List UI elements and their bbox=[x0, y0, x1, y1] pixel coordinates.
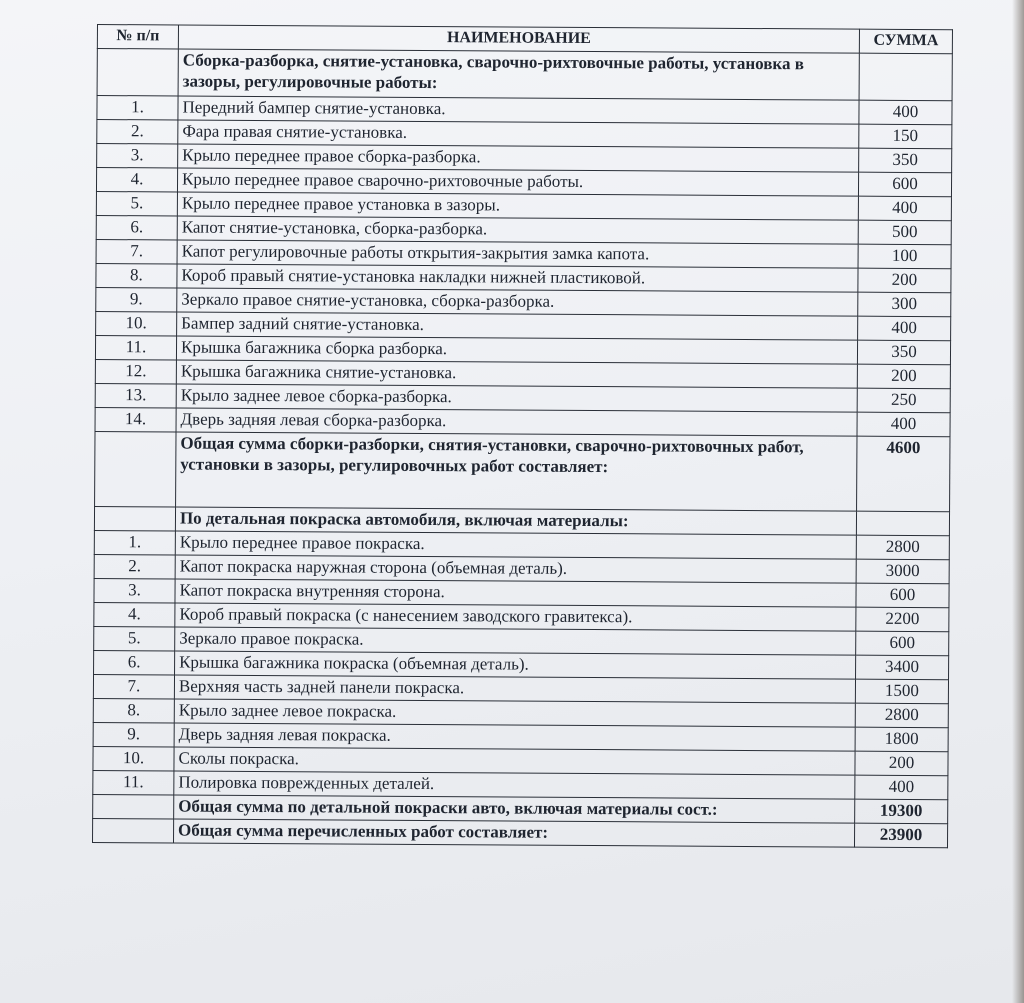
row-sum: 200 bbox=[855, 751, 948, 776]
row-sum: 3400 bbox=[856, 655, 949, 680]
section1-total-value: 4600 bbox=[857, 436, 950, 512]
row-num: 13. bbox=[95, 383, 176, 407]
row-name: Крыло переднее правое сварочно-рихтовочные работы. bbox=[177, 168, 858, 196]
row-num: 3. bbox=[94, 578, 175, 602]
paper-edge-shadow bbox=[1012, 0, 1024, 1003]
row-num: 11. bbox=[93, 770, 174, 794]
row-name: Сколы покраска. bbox=[174, 747, 855, 775]
row-sum: 600 bbox=[856, 583, 949, 608]
row-name: Зеркало правое снятие-установка, сборка-разборка. bbox=[177, 288, 858, 316]
row-num: 1. bbox=[94, 530, 175, 554]
row-sum: 250 bbox=[857, 388, 950, 413]
row-name: Крышка багажника сборка разборка. bbox=[176, 336, 857, 364]
row-sum: 2800 bbox=[855, 703, 948, 728]
grand-total-value: 23900 bbox=[854, 823, 947, 848]
header-num: № п/п bbox=[97, 25, 178, 49]
row-name: Капот покраска внутренняя сторона. bbox=[175, 579, 856, 607]
row-sum: 400 bbox=[858, 316, 951, 341]
header-name: НАИМЕНОВАНИЕ bbox=[178, 25, 859, 53]
row-name: Капот снятие-установка, сборка-разборка. bbox=[177, 216, 858, 244]
row-sum: 400 bbox=[857, 412, 950, 437]
section2-total-label: Общая сумма по детальной покраски авто, включая материалы сост.: bbox=[174, 795, 855, 823]
row-name: Капот регулировочные работы открытия-закрытия замка капота. bbox=[177, 240, 858, 268]
row-sum: 500 bbox=[858, 220, 951, 245]
section2-total-value: 19300 bbox=[855, 799, 948, 824]
row-name: Полировка поврежденных деталей. bbox=[174, 771, 855, 799]
row-num: 10. bbox=[93, 746, 174, 770]
row-name: Капот покраска наружная сторона (объемная деталь). bbox=[175, 555, 856, 583]
row-name: Дверь задняя левая сборка-разборка. bbox=[176, 408, 857, 436]
row-name: Зеркало правое покраска. bbox=[175, 627, 856, 655]
row-sum: 200 bbox=[858, 268, 951, 293]
row-num: 9. bbox=[93, 722, 174, 746]
row-name: Короб правый покраска (с нанесением заводского гравитекса). bbox=[175, 603, 856, 631]
row-num: 4. bbox=[96, 168, 177, 192]
row-num: 7. bbox=[93, 674, 174, 698]
row-name: Фара правая снятие-установка. bbox=[178, 120, 859, 148]
table-body bbox=[93, 49, 953, 848]
header-sum: СУММА bbox=[859, 29, 952, 54]
row-name: Передний бампер снятие-установка. bbox=[178, 96, 859, 124]
row-name: Крыло переднее правое покраска. bbox=[175, 531, 856, 559]
row-sum: 200 bbox=[857, 364, 950, 389]
row-num: 5. bbox=[96, 191, 177, 215]
row-name: Бампер задний снятие-установка. bbox=[177, 312, 858, 340]
row-sum: 300 bbox=[858, 292, 951, 317]
row-num: 6. bbox=[96, 215, 177, 239]
row-sum: 350 bbox=[857, 340, 950, 365]
row-name: Крышка багажника покраска (объемная деталь). bbox=[175, 651, 856, 679]
estimate-table bbox=[92, 24, 953, 848]
row-num: 12. bbox=[95, 359, 176, 383]
row-num: 9. bbox=[96, 287, 177, 311]
row-sum: 400 bbox=[855, 775, 948, 800]
row-num: 6. bbox=[94, 650, 175, 674]
row-name: Крыло заднее левое покраска. bbox=[174, 699, 855, 727]
row-name: Дверь задняя левая покраска. bbox=[174, 723, 855, 751]
grand-total-label: Общая сумма перечисленных работ составляет: bbox=[173, 819, 854, 847]
row-name: Крыло заднее левое сборка-разборка. bbox=[176, 384, 857, 412]
row-sum: 600 bbox=[858, 172, 951, 197]
row-sum: 3000 bbox=[856, 559, 949, 584]
row-num: 10. bbox=[96, 311, 177, 335]
section1-total-label: Общая сумма сборки-разборки, снятия-установки, сварочно-рихтовочных работ, установки в зазоры, регулировочных работ составляет: bbox=[176, 432, 857, 511]
row-num: 14. bbox=[95, 407, 176, 431]
row-sum: 400 bbox=[858, 196, 951, 221]
row-sum: 100 bbox=[858, 244, 951, 269]
row-num: 3. bbox=[97, 144, 178, 168]
row-name: Крыло переднее правое сборка-разборка. bbox=[178, 144, 859, 172]
row-name: Крыло переднее правое установка в зазоры. bbox=[177, 192, 858, 220]
row-sum: 1500 bbox=[855, 679, 948, 704]
row-num: 4. bbox=[94, 602, 175, 626]
row-num: 11. bbox=[95, 335, 176, 359]
row-num: 8. bbox=[96, 263, 177, 287]
row-name: Крышка багажника снятие-установка. bbox=[176, 360, 857, 388]
row-sum: 150 bbox=[859, 124, 952, 149]
row-sum: 400 bbox=[859, 100, 952, 125]
row-num: 7. bbox=[96, 239, 177, 263]
section-total-row bbox=[95, 431, 950, 511]
row-num: 2. bbox=[97, 120, 178, 144]
grand-total-row bbox=[93, 818, 948, 847]
section2-title: По детальная покраска автомобиля, включая материалы: bbox=[175, 507, 856, 535]
row-name: Короб правый снятие-установка накладки нижней пластиковой. bbox=[177, 264, 858, 292]
section1-title: Сборка-разборка, снятие-установка, сварочно-рихтовочные работы, установка в зазоры, регулировочные работы: bbox=[178, 49, 859, 100]
row-sum: 2800 bbox=[856, 535, 949, 560]
section-title-row bbox=[97, 49, 952, 101]
row-sum: 600 bbox=[856, 631, 949, 656]
row-sum: 350 bbox=[859, 148, 952, 173]
row-num: 5. bbox=[94, 626, 175, 650]
row-sum: 1800 bbox=[855, 727, 948, 752]
row-num: 2. bbox=[94, 554, 175, 578]
row-num: 8. bbox=[93, 698, 174, 722]
row-name: Верхняя часть задней панели покраска. bbox=[174, 675, 855, 703]
row-sum: 2200 bbox=[856, 607, 949, 632]
row-num: 1. bbox=[97, 96, 178, 120]
